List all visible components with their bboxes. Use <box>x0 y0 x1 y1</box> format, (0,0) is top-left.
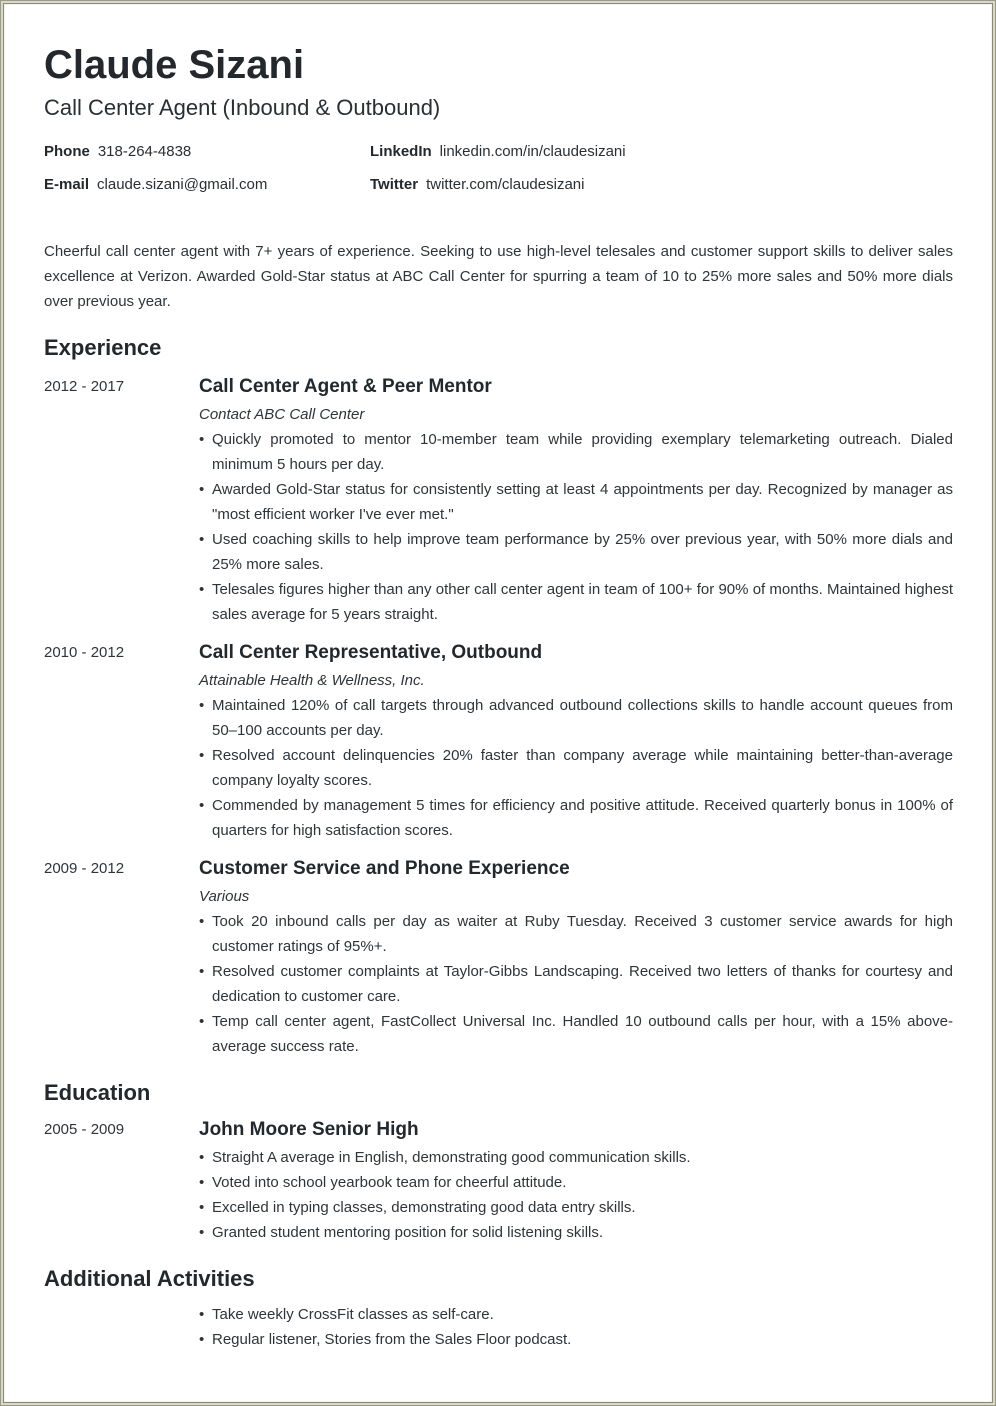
bullet-item: • Maintained 120% of call targets through advanced outbound collections skills to handle account queues from 50–100 accounts per day. <box>199 693 953 743</box>
bullet-item: • Voted into school yearbook team for cheerful attitude. <box>199 1170 953 1195</box>
bullet-item: • Straight A average in English, demonstrating good communication skills. <box>199 1145 953 1170</box>
bullet-item: • Used coaching skills to help improve team performance by 25% over previous year, with 50% more dials and 25% more sales. <box>199 527 953 577</box>
bullet-item: • Commended by management 5 times for efficiency and positive attitude. Received quarterly bonus in 100% of quarters for high satisfaction scores. <box>199 793 953 843</box>
contact-linkedin-label: LinkedIn <box>370 143 432 160</box>
resume-content <box>44 42 953 1352</box>
candidate-name: Claude Sizani <box>44 43 305 87</box>
experience-entry <box>44 858 953 1059</box>
bullet-item: • Take weekly CrossFit classes as self-care. <box>199 1302 953 1327</box>
candidate-title: Call Center Agent (Inbound & Outbound) <box>44 95 441 120</box>
contact-email <box>44 176 267 194</box>
contact-email-value: claude.sizani@gmail.com <box>97 176 268 193</box>
contact-email-label: E-mail <box>44 176 90 193</box>
contact-phone <box>44 143 191 161</box>
experience-job-title: Call Center Agent & Peer Mentor <box>199 376 492 397</box>
experience-company: Contact ABC Call Center <box>199 406 365 423</box>
summary-paragraph: Cheerful call center agent with 7+ years of experience. Seeking to use high-level telesales and customer support skills to deliver sales excellence at Verizon. Awarded Gold-Star status at ABC Call Center for spurring a team of 10 to 25% more sales and 50% more dials over previous year. <box>44 243 953 310</box>
bullet-item: • Resolved account delinquencies 20% faster than company average while maintaining better-than-average company loyalty scores. <box>199 743 953 793</box>
bullet-item: • Regular listener, Stories from the Sales Floor podcast. <box>199 1327 953 1352</box>
experience-bullets <box>199 427 953 627</box>
experience-bullets <box>199 693 953 843</box>
activities-bullets <box>199 1302 953 1352</box>
bullet-item: • Temp call center agent, FastCollect Universal Inc. Handled 10 outbound calls per hour, with a 15% above-average success rate. <box>199 1009 953 1059</box>
activities-heading: Additional Activities <box>44 1266 255 1291</box>
contact-phone-label: Phone <box>44 143 90 160</box>
experience-dates: 2009 - 2012 <box>44 860 125 877</box>
experience-job-title: Call Center Representative, Outbound <box>199 642 543 663</box>
bullet-item: • Awarded Gold-Star status for consistently setting at least 4 appointments per day. Recognized by manager as "most efficient worker I've ever met." <box>199 477 953 527</box>
bullet-item: • Granted student mentoring position for solid listening skills. <box>199 1220 953 1245</box>
contact-linkedin <box>370 143 626 161</box>
contact-twitter <box>370 176 584 194</box>
bullet-item: • Quickly promoted to mentor 10-member team while providing exemplary telemarketing outreach. Dialed minimum 5 hours per day. <box>199 427 953 477</box>
experience-bullets <box>199 909 953 1059</box>
experience-job-title: Customer Service and Phone Experience <box>199 858 570 879</box>
contact-linkedin-value: linkedin.com/in/claudesizani <box>439 143 626 160</box>
experience-dates: 2010 - 2012 <box>44 644 125 661</box>
bullet-item: • Telesales figures higher than any other call center agent in team of 100+ for 90% of months. Maintained highest sales average for 5 years straight. <box>199 577 953 627</box>
activities-entry <box>44 1302 953 1352</box>
experience-company: Various <box>199 888 250 905</box>
experience-dates: 2012 - 2017 <box>44 378 125 395</box>
bullet-item: • Took 20 inbound calls per day as waiter at Ruby Tuesday. Received 3 customer service awards for high customer ratings of 95%+. <box>199 909 953 959</box>
education-entry <box>44 1119 953 1245</box>
contact-phone-value: 318-264-4838 <box>97 143 192 160</box>
contact-twitter-value: twitter.com/claudesizani <box>426 176 585 193</box>
contact-block <box>44 143 953 209</box>
education-school: John Moore Senior High <box>199 1119 419 1140</box>
education-bullets <box>199 1145 953 1245</box>
experience-company: Attainable Health & Wellness, Inc. <box>199 672 425 689</box>
experience-heading: Experience <box>44 335 162 360</box>
resume-page <box>3 3 993 1403</box>
bullet-item: • Excelled in typing classes, demonstrating good data entry skills. <box>199 1195 953 1220</box>
experience-entry <box>44 376 953 627</box>
education-dates: 2005 - 2009 <box>44 1121 125 1138</box>
education-heading: Education <box>44 1080 151 1105</box>
experience-entry <box>44 642 953 843</box>
bullet-item: • Resolved customer complaints at Taylor-Gibbs Landscaping. Received two letters of thanks for courtesy and dedication to customer care. <box>199 959 953 1009</box>
contact-twitter-label: Twitter <box>370 176 419 193</box>
